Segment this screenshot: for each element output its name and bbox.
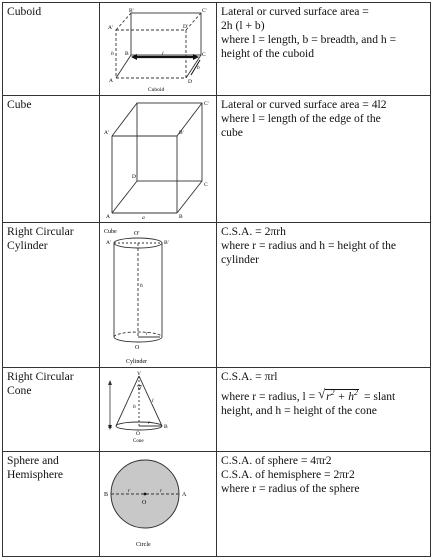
formula-line: height, and h = height of the cone xyxy=(221,404,377,417)
radicand-r: r xyxy=(326,390,331,403)
figure-cell xyxy=(100,223,217,368)
formula-cell xyxy=(217,223,431,368)
label-o: O xyxy=(142,500,147,506)
label-d: D xyxy=(188,79,192,85)
exponent: 2 xyxy=(330,388,335,398)
shape-name-cell xyxy=(3,3,100,96)
shape-name: Right Circular xyxy=(7,370,74,383)
table-row-sphere xyxy=(3,452,431,557)
label-a-prime: A' xyxy=(106,240,111,246)
shape-name: Cone xyxy=(7,384,32,397)
label-a: A xyxy=(106,214,110,220)
label-r: r xyxy=(146,331,149,337)
label-a-prime: A' xyxy=(104,130,109,136)
label-a: A xyxy=(182,492,187,498)
table-row-cylinder xyxy=(3,223,431,368)
cuboid-figure xyxy=(104,5,212,93)
figure-caption: Cylinder xyxy=(126,359,147,365)
formula-line: 2h (l + b) xyxy=(221,19,265,32)
label-c: C xyxy=(204,182,208,188)
formula-line-sqrt xyxy=(221,386,426,404)
formula-cell xyxy=(217,96,431,223)
formula-line: where r = radius and h = height of the xyxy=(221,239,397,252)
formula-cell xyxy=(217,452,431,557)
figure-cell xyxy=(100,96,217,223)
label-r: r xyxy=(148,420,151,426)
label-c-prime: C' xyxy=(202,8,207,14)
sphere-figure xyxy=(104,454,212,554)
label-h: h xyxy=(111,51,114,57)
shape-name: Sphere and xyxy=(7,454,59,467)
shape-name-cell xyxy=(3,452,100,557)
radical-sign: √ xyxy=(318,386,326,401)
label-a: A xyxy=(108,424,112,430)
figure-caption: Cone xyxy=(133,439,144,444)
shape-name-cell xyxy=(3,368,100,452)
sqrt-expression xyxy=(318,386,359,404)
label-theta: θ xyxy=(138,386,141,392)
table-row-cone xyxy=(3,368,431,452)
table-row-cuboid xyxy=(3,3,431,96)
label-v: V xyxy=(137,371,141,377)
label-b-breadth: b xyxy=(197,65,200,71)
cone-figure xyxy=(104,370,212,449)
surface-area-table xyxy=(2,2,431,557)
label-c-prime: C' xyxy=(204,101,209,107)
label-h: h xyxy=(140,283,143,289)
label-b-prime: B' xyxy=(164,240,169,246)
formula-text: = slant xyxy=(361,390,396,403)
shape-name-cell xyxy=(3,223,100,368)
label-d: D xyxy=(132,174,136,180)
figure-cell xyxy=(100,452,217,557)
label-r-left: r xyxy=(128,488,131,494)
shape-name: Cuboid xyxy=(7,5,42,18)
formula-line: height of the cuboid xyxy=(221,47,315,60)
label-c: C xyxy=(202,52,206,58)
cube-caption: Cube xyxy=(104,229,117,235)
formula-cell xyxy=(217,368,431,452)
formula-cell xyxy=(217,3,431,96)
formula-line: Lateral or curved surface area = 4l2 xyxy=(221,98,387,111)
label-l: l xyxy=(152,398,154,404)
label-b: B xyxy=(164,424,168,430)
label-a-edge: a xyxy=(142,215,145,220)
label-h: h xyxy=(133,404,136,410)
label-b: B xyxy=(104,492,109,498)
formula-text: where r = radius, l = xyxy=(221,390,319,403)
label-b-prime: B' xyxy=(129,8,134,14)
figure-cell xyxy=(100,3,217,96)
label-b: B xyxy=(125,51,129,57)
figure-caption: Cuboid xyxy=(148,87,165,93)
label-l: l xyxy=(162,51,164,57)
formula-line: C.S.A. of sphere = 4πr2 xyxy=(221,454,332,467)
formula-line: where r = radius of the sphere xyxy=(221,482,360,495)
radicand-h: h xyxy=(348,390,355,403)
formula-line: cube xyxy=(221,126,243,139)
label-a-prime: A' xyxy=(108,25,113,31)
label-o: O xyxy=(136,431,140,437)
formula-line: C.S.A. = 2πrh xyxy=(221,225,286,238)
shape-name: Cube xyxy=(7,98,32,111)
formula-line: C.S.A. = πrl xyxy=(221,370,278,383)
exponent: 2 xyxy=(354,388,359,398)
shape-name: Cylinder xyxy=(7,239,48,252)
cylinder-figure xyxy=(104,225,212,365)
label-b: B xyxy=(179,214,183,220)
figure-cell xyxy=(100,368,217,452)
formula-line: cylinder xyxy=(221,253,259,266)
shape-name: Hemisphere xyxy=(7,468,64,481)
formula-line: where l = length of the edge of the xyxy=(221,112,381,125)
label-b-prime: B' xyxy=(179,130,184,136)
label-r-right: r xyxy=(160,488,163,494)
figure-caption: Circle xyxy=(136,542,151,548)
formula-line: Lateral or curved surface area = xyxy=(221,5,369,18)
radicand-plus: + xyxy=(334,390,349,403)
cube-figure xyxy=(104,98,212,220)
formula-line: where l = length, b = breadth, and h = xyxy=(221,33,397,46)
label-o: O xyxy=(135,345,140,351)
label-o-prime: O' xyxy=(134,231,140,237)
label-d-prime: D' xyxy=(183,24,188,30)
radicand xyxy=(325,389,359,403)
formula-line: C.S.A. of hemisphere = 2πr2 xyxy=(221,468,355,481)
table-row-cube xyxy=(3,96,431,223)
shape-name: Right Circular xyxy=(7,225,74,238)
label-a: A xyxy=(109,78,113,84)
shape-name-cell xyxy=(3,96,100,223)
